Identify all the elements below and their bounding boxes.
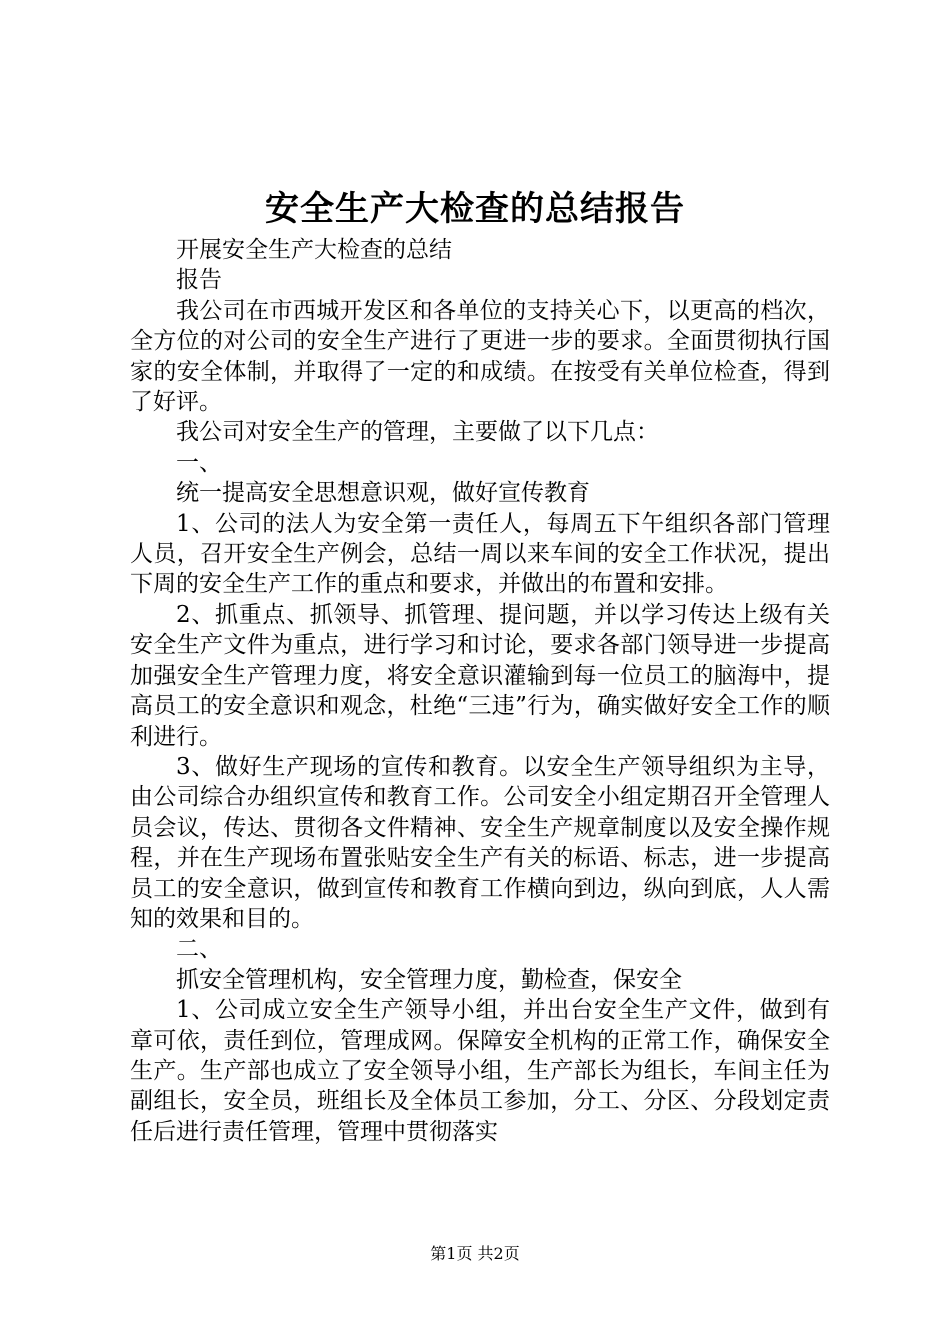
paragraph: 我公司对安全生产的管理，主要做了以下几点： bbox=[176, 419, 659, 446]
section-heading: 统一提高安全思想意识观，做好宣传教育 bbox=[176, 480, 590, 507]
paragraph: 报告 bbox=[176, 267, 222, 294]
paragraph: 我公司在市西城开发区和各单位的支持关心下，以更高的档次，全方位的对公司的安全生产进行了更进一步的要求。全面贯彻执行国家的安全体制，并取得了一定的和成绩。在按受有关单位检查，得到了好评。 bbox=[130, 297, 830, 416]
section-number: 一、 bbox=[176, 449, 222, 476]
section-heading: 抓安全管理机构，安全管理力度，勤检查，保安全 bbox=[176, 966, 682, 993]
paragraph: 1、公司的法人为安全第一责任人，每周五下午组织各部门管理人员，召开安全生产例会，总结一周以来车间的安全工作状况，提出下周的安全生产工作的重点和要求，并做出的布置和安排。 bbox=[130, 510, 830, 598]
document-title: 安全生产大检查的总结报告 bbox=[265, 189, 685, 229]
document-body bbox=[130, 235, 830, 1147]
paragraph: 1、公司成立安全生产领导小组，并出台安全生产文件，做到有章可依，责任到位，管理成网。保障安全机构的正常工作，确保安全生产。生产部也成立了安全领导小组，生产部长为组长，车间主任为副组长，安全员，班组长及全体员工参加，分工、分区、分段划定责任后进行责任管理，管理中贯彻落实 bbox=[130, 997, 830, 1145]
paragraph: 2、抓重点、抓领导、抓管理、提问题，并以学习传达上级有关安全生产文件为重点，进行学习和讨论，要求各部门领导进一步提高加强安全生产管理力度，将安全意识灌输到每一位员工的脑海中，提高员工的安全意识和观念，杜绝“三违”行为，确实做好安全工作的顺利进行。 bbox=[130, 601, 830, 750]
paragraph: 开展安全生产大检查的总结 bbox=[176, 237, 452, 263]
section-number: 二、 bbox=[176, 936, 222, 963]
page-footer: 第1页 共2页 bbox=[430, 1244, 520, 1263]
paragraph: 3、做好生产现场的宣传和教育。以安全生产领导组织为主导，由公司综合办组织宣传和教育工作。公司安全小组定期召开全管理人员会议，传达、贯彻各文件精神、安全生产规章制度以及安全操作规程，并在生产现场布置张贴安全生产有关的标语、标志，进一步提高员工的安全意识，做到宣传和教育工作横向到边，纵向到底，人人需知的效果和目的。 bbox=[130, 753, 830, 932]
